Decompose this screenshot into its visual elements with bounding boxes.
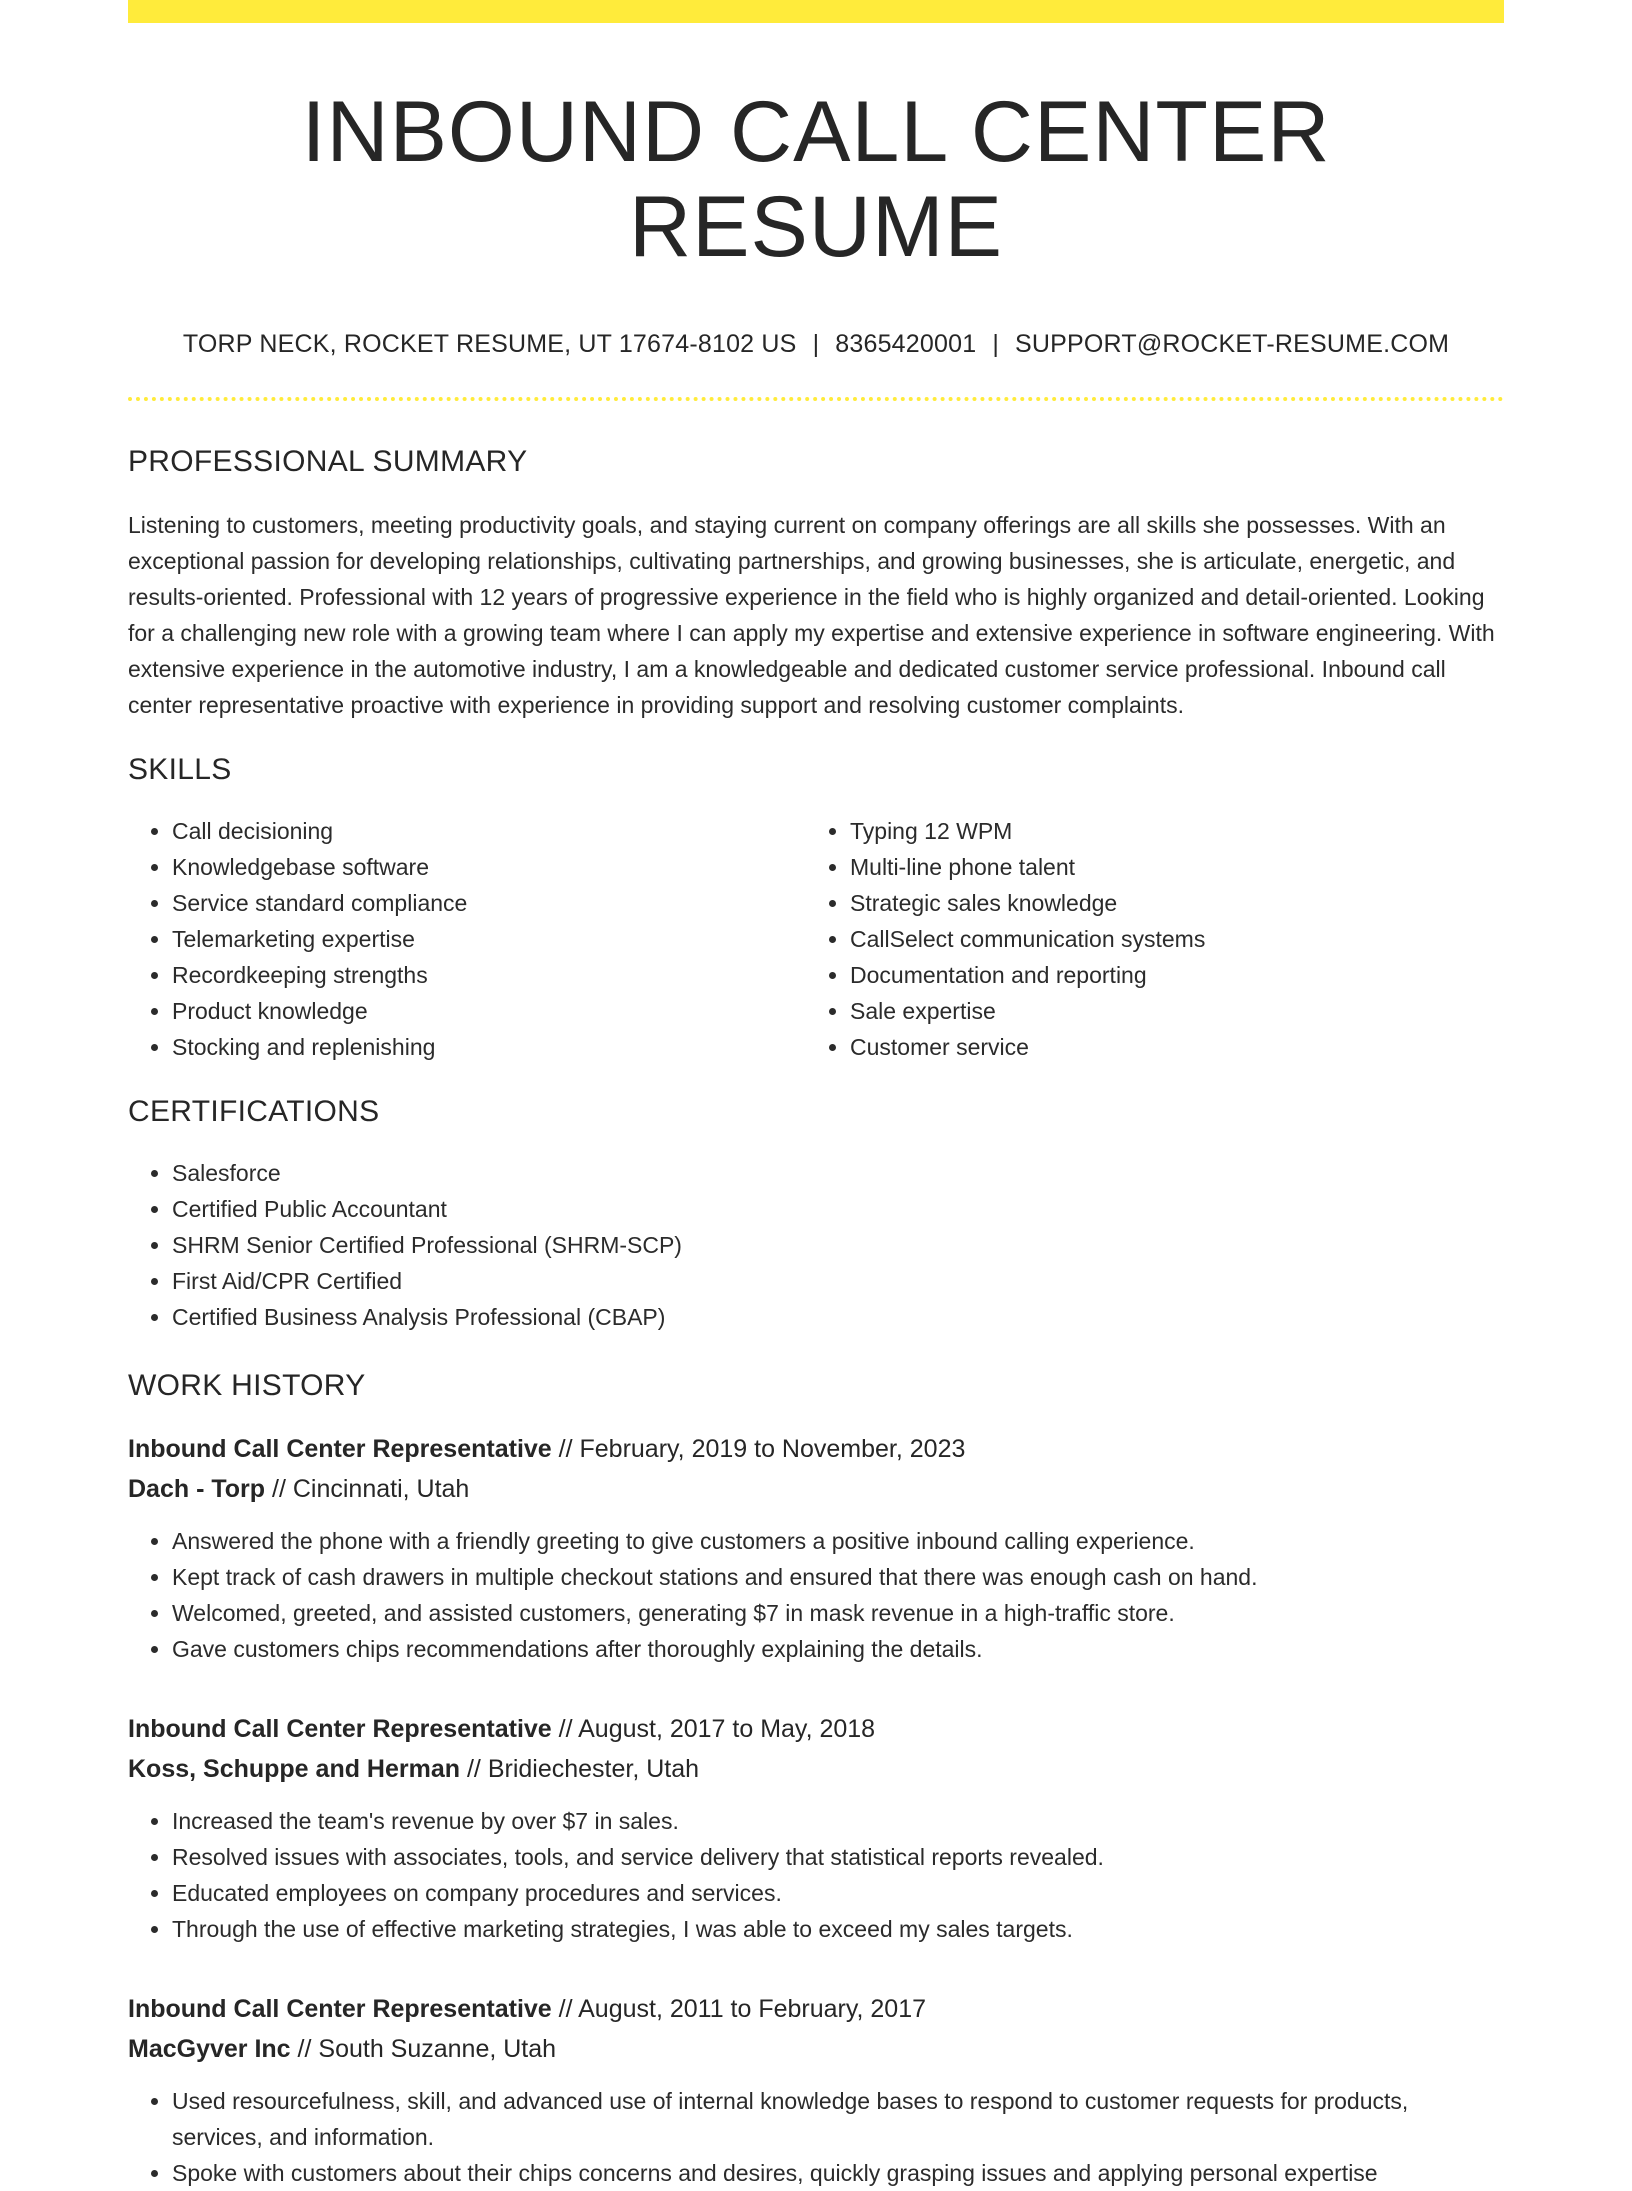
summary-text: Listening to customers, meeting productivity goals, and staying current on company offerings are all skills she possesses. With an exceptional passion for developing relationships, cultivating partnerships, and growing businesses, she is articulate, energetic, and results-oriented. Professional with 12 years of progressive experience in the field who is highly organized and detail-oriented. Looking for a challenging new role with a growing team where I can apply my expertise and extensive experience in software engineering. With extensive experience in the automotive industry, I am a knowledgeable and dedicated customer service professional. Inbound call center representative proactive with experience in providing support and resolving customer complaints. — [128, 512, 1495, 719]
job-divider: // — [460, 1755, 488, 1784]
skill-item: • Telemarketing expertise — [172, 921, 806, 957]
job-bullet: • Through the use of effective marketing strategies, I was able to exceed my sales targets. — [172, 1911, 1504, 1947]
skill-item: • Knowledgebase software — [172, 849, 806, 885]
certifications-list — [128, 1155, 1504, 1335]
skill-item: • Stocking and replenishing — [172, 1029, 806, 1065]
job-bullet: • Answered the phone with a friendly greeting to give customers a positive inbound calling experience. — [172, 1523, 1504, 1559]
job-entry — [128, 1429, 1504, 1667]
job-divider: // — [290, 2035, 319, 2064]
job-bullets — [128, 1803, 1504, 1947]
job-divider: // — [265, 1475, 293, 1504]
job-title: Inbound Call Center Representative — [128, 1715, 552, 1744]
skill-item: • Sale expertise — [850, 993, 1484, 1029]
job-entry — [128, 1989, 1504, 2191]
certification-item: • SHRM Senior Certified Professional (SHRM-SCP) — [172, 1227, 1504, 1263]
job-bullet: • Used resourcefulness, skill, and advanced use of internal knowledge bases to respond to customer requests for products, services, and information. — [172, 2083, 1504, 2155]
job-dates: August, 2017 to May, 2018 — [578, 1715, 876, 1744]
summary-heading: PROFESSIONAL SUMMARY — [128, 445, 528, 479]
skills-column-left — [128, 813, 806, 1065]
job-bullet: • Gave customers chips recommendations after thoroughly explaining the details. — [172, 1631, 1504, 1667]
skill-item: • Call decisioning — [172, 813, 806, 849]
job-location: Cincinnati, Utah — [292, 1475, 470, 1504]
job-title: Inbound Call Center Representative — [128, 1995, 552, 2024]
job-title-line — [128, 1989, 1504, 2029]
job-bullets — [128, 2083, 1504, 2191]
job-company-line — [128, 1749, 1504, 1789]
skill-item: • Recordkeeping strengths — [172, 957, 806, 993]
skills-list-left — [128, 813, 806, 1065]
skills-grid — [128, 813, 1504, 1065]
skill-item: • Service standard compliance — [172, 885, 806, 921]
job-company: Koss, Schuppe and Herman — [128, 1755, 461, 1784]
certifications-heading: CERTIFICATIONS — [128, 1095, 380, 1129]
resume-page — [128, 0, 1504, 2191]
job-bullet: • Welcomed, greeted, and assisted customers, generating $7 in mask revenue in a high-traffic store. — [172, 1595, 1504, 1631]
certification-item: • Certified Public Accountant — [172, 1191, 1504, 1227]
skills-list-right — [806, 813, 1484, 1065]
job-dates: August, 2011 to February, 2017 — [578, 1995, 927, 2024]
work-history-heading: WORK HISTORY — [128, 1369, 366, 1403]
certification-item: • First Aid/CPR Certified — [172, 1263, 1504, 1299]
skill-item: • Strategic sales knowledge — [850, 885, 1484, 921]
resume-title: INBOUND CALL CENTER RESUME — [301, 84, 1331, 275]
job-bullet: • Educated employees on company procedures and services. — [172, 1875, 1504, 1911]
work-history-section — [128, 1369, 1504, 2191]
job-bullets — [128, 1523, 1504, 1667]
job-location: Bridiechester, Utah — [487, 1755, 700, 1784]
job-bullet: • Kept track of cash drawers in multiple checkout stations and ensured that there was enough cash on hand. — [172, 1559, 1504, 1595]
job-location: South Suzanne, Utah — [318, 2035, 557, 2064]
job-divider: // — [551, 1995, 579, 2024]
header-divider — [128, 397, 1504, 401]
job-entry — [128, 1709, 1504, 1947]
job-title: Inbound Call Center Representative — [128, 1435, 552, 1464]
contact-address: TORP NECK, ROCKET RESUME, UT 17674-8102 US — [182, 330, 797, 359]
job-dates: February, 2019 to November, 2023 — [579, 1435, 966, 1464]
skill-item: • Typing 12 WPM — [850, 813, 1484, 849]
skills-section — [128, 753, 1504, 1065]
job-divider: // — [551, 1715, 579, 1744]
job-bullet: • Resolved issues with associates, tools, and service delivery that statistical reports revealed. — [172, 1839, 1504, 1875]
contact-separator: | — [992, 330, 1000, 359]
certification-item: • Certified Business Analysis Professional (CBAP) — [172, 1299, 1504, 1335]
contact-phone: 8365420001 — [835, 330, 977, 359]
certifications-section — [128, 1095, 1504, 1335]
job-bullet: • Increased the team's revenue by over $7 in sales. — [172, 1803, 1504, 1839]
skill-item: • Multi-line phone talent — [850, 849, 1484, 885]
contact-line — [128, 330, 1504, 359]
job-company-line — [128, 2029, 1504, 2069]
job-title-line — [128, 1709, 1504, 1749]
skills-column-right — [806, 813, 1484, 1065]
summary-section — [128, 445, 1504, 723]
certification-item: • Salesforce — [172, 1155, 1504, 1191]
job-bullet: • Spoke with customers about their chips concerns and desires, quickly grasping issues and applying personal expertise — [172, 2155, 1504, 2191]
job-company: Dach - Torp — [128, 1475, 266, 1504]
top-accent-bar — [128, 0, 1504, 23]
job-divider: // — [551, 1435, 580, 1464]
contact-separator: | — [812, 330, 820, 359]
skill-item: • Documentation and reporting — [850, 957, 1484, 993]
job-company: MacGyver Inc — [128, 2035, 291, 2064]
skill-item: • CallSelect communication systems — [850, 921, 1484, 957]
skills-heading: SKILLS — [128, 753, 232, 787]
skill-item: • Product knowledge — [172, 993, 806, 1029]
contact-email: SUPPORT@ROCKET-RESUME.COM — [1015, 330, 1450, 359]
job-company-line — [128, 1469, 1504, 1509]
job-title-line — [128, 1429, 1504, 1469]
skill-item: • Customer service — [850, 1029, 1484, 1065]
